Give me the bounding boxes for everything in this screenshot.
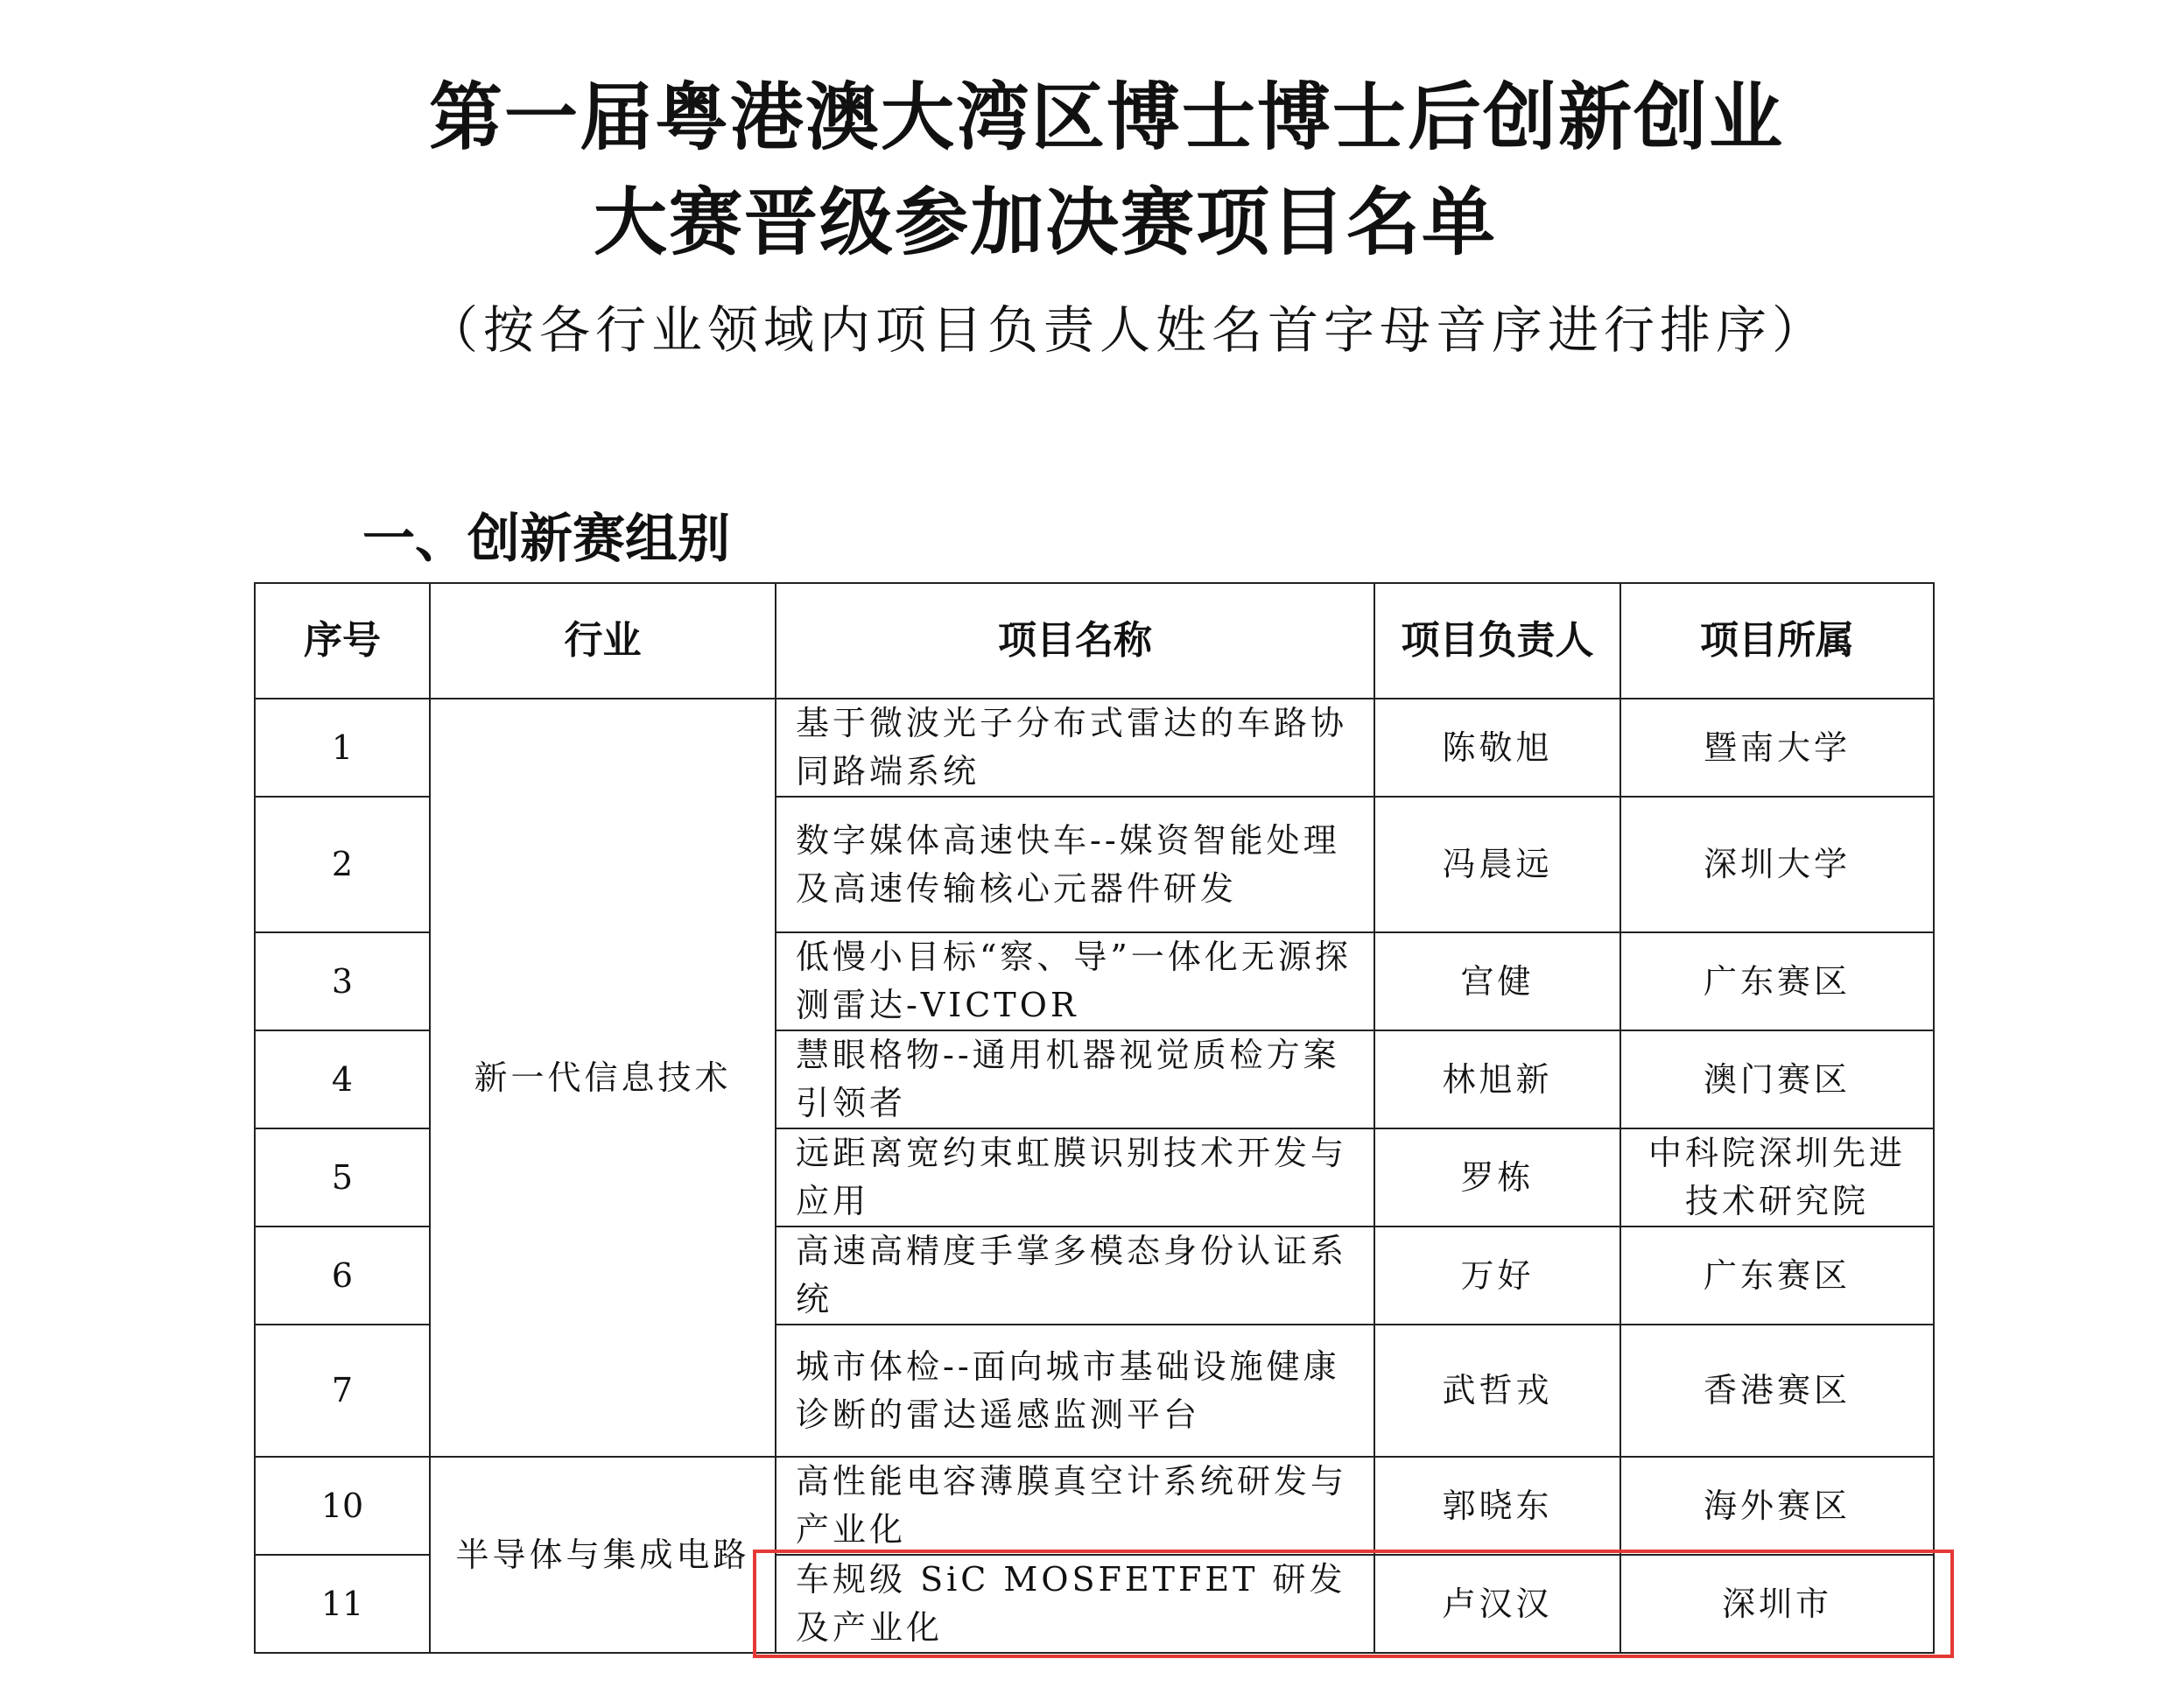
row-project-name: 数字媒体高速快车--媒资智能处理及高速传输核心元器件研发	[776, 797, 1374, 932]
row-affiliation: 深圳大学	[1620, 797, 1934, 932]
row-seq: 7	[255, 1325, 430, 1457]
row-project-name: 远距离宽约束虹膜识别技术开发与应用	[776, 1128, 1374, 1227]
row-project-name: 慧眼格物--通用机器视觉质检方案引领者	[776, 1030, 1374, 1128]
row-affiliation: 广东赛区	[1620, 932, 1934, 1030]
header-industry: 行业	[430, 583, 776, 699]
row-seq: 4	[255, 1030, 430, 1128]
document-title-line-2: 大赛晋级参加决赛项目名单	[594, 179, 1498, 265]
row-leader: 陈敬旭	[1374, 699, 1620, 797]
row-project-name: 低慢小目标“察、导”一体化无源探测雷达-VICTOR	[776, 932, 1374, 1030]
row-affiliation: 深圳市	[1620, 1555, 1934, 1653]
row-seq: 2	[255, 797, 430, 932]
row-seq: 5	[255, 1128, 430, 1227]
row-leader: 万好	[1374, 1227, 1620, 1325]
document-title-line-1: 第一届粤港澳大湾区博士博士后创新创业	[429, 74, 1785, 160]
row-affiliation: 中科院深圳先进技术研究院	[1620, 1128, 1934, 1227]
industry-cell: 半导体与集成电路	[430, 1457, 776, 1653]
row-project-name: 高性能电容薄膜真空计系统研发与产业化	[776, 1457, 1374, 1555]
table-row	[255, 699, 1934, 797]
row-leader: 冯晨远	[1374, 797, 1620, 932]
header-seq: 序号	[255, 583, 430, 699]
project-table	[254, 582, 1935, 1654]
row-affiliation: 香港赛区	[1620, 1325, 1934, 1457]
row-seq: 11	[255, 1555, 430, 1653]
row-seq: 3	[255, 932, 430, 1030]
header-project-name: 项目名称	[776, 583, 1374, 699]
section-heading: 一、创新赛组别	[362, 509, 730, 570]
row-seq: 6	[255, 1227, 430, 1325]
row-leader: 卢汉汉	[1374, 1555, 1620, 1653]
header-project-leader: 项目负责人	[1374, 583, 1620, 699]
row-leader: 宫健	[1374, 932, 1620, 1030]
row-project-name: 基于微波光子分布式雷达的车路协同路端系统	[776, 699, 1374, 797]
row-project-name: 车规级 SiC MOSFETFET 研发及产业化	[776, 1555, 1374, 1653]
row-leader: 林旭新	[1374, 1030, 1620, 1128]
row-project-name: 高速高精度手掌多模态身份认证系统	[776, 1227, 1374, 1325]
document-subtitle: （按各行业领域内项目负责人姓名首字母音序进行排序）	[427, 300, 1829, 360]
row-affiliation: 澳门赛区	[1620, 1030, 1934, 1128]
table-row	[255, 1457, 1934, 1555]
row-project-name: 城市体检--面向城市基础设施健康诊断的雷达遥感监测平台	[776, 1325, 1374, 1457]
table-header-row	[255, 583, 1934, 699]
row-affiliation: 海外赛区	[1620, 1457, 1934, 1555]
row-seq: 10	[255, 1457, 430, 1555]
row-affiliation: 暨南大学	[1620, 699, 1934, 797]
row-leader: 罗栋	[1374, 1128, 1620, 1227]
row-seq: 1	[255, 699, 430, 797]
row-affiliation: 广东赛区	[1620, 1227, 1934, 1325]
header-affiliation: 项目所属	[1620, 583, 1934, 699]
row-leader: 郭晓东	[1374, 1457, 1620, 1555]
row-leader: 武哲戎	[1374, 1325, 1620, 1457]
industry-cell: 新一代信息技术	[430, 699, 776, 1457]
